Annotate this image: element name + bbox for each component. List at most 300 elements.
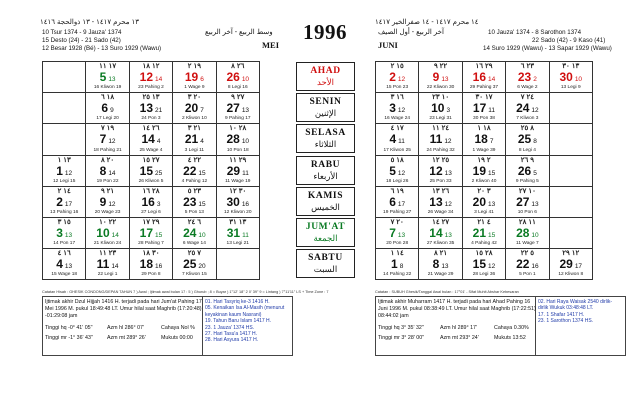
hijri-date: ٣٠ ١٨ [142,250,160,258]
javanese-date: 8 Legi 16 [227,85,248,91]
javanese-date: 20 Wage 23 [94,209,121,215]
day-number-main: 3 [56,225,63,240]
javanese-date: 23 Legi 31 [429,116,452,122]
event-item: 23. 1 Sarothon 1374 HS. [538,318,594,325]
event-item: 17. 1 Shafar 1417 H. [538,311,585,318]
day-number-small: 11 [398,138,405,146]
right-ijtimak-line: 08:44:02 jam [378,313,409,319]
calendar-day-cell [506,218,549,249]
right-header-line3: 14 Suro 1929 (Wawu) - 13 Sapar 1929 (Wawu) [483,45,612,52]
hijri-date: ١٥ ٢ [390,63,404,70]
day-number-small: 3 [446,107,451,115]
javanese-date: 13 Legi 21 [226,241,249,247]
weekday-label [296,62,355,91]
weekday-label [296,93,355,122]
day-number-small: 15 [198,200,206,208]
hijri-date: ٢١ ٩ [100,187,115,195]
left-month-title: MEI [262,40,279,50]
day-number [506,196,548,211]
hijri-date: ١٨ ٥ [390,156,404,164]
javanese-date: 11 Wage 7 [516,241,539,247]
hijri-date: ١٢ ٢٩ [562,250,580,258]
weekday-arabic: الأربعاء [313,170,338,181]
day-number [419,165,461,180]
day-number-small: 13 [241,107,250,115]
javanese-date: 23 Pahing 2 [138,85,164,91]
right-hijri-header: ١٤ محرم ١٤١٧ - ١٤ صفرالخير ١٤١٧ [375,19,479,26]
weekday-arabic: السبت [313,264,338,275]
day-number-main: 29 [226,163,241,178]
day-number [217,133,259,148]
left-header-line1: 10 Tsur 1374 - 9 Jauza' 1374 [42,29,122,36]
day-number [376,71,418,86]
day-number-main: 24 [516,101,530,116]
hijri-date: ٢٤ ١١ [432,125,450,133]
weekday-latin: RABU [310,159,341,170]
hijri-date: ١٥ ٣ [57,218,71,226]
left-tinggi-a: Tinggi hq -0° 41' 05" [45,325,93,331]
day-number-small: 10 [531,231,539,239]
day-number-small: 14 [108,169,116,177]
day-number-main: 16 [141,194,155,209]
javanese-date: 13 Pahing 16 [50,209,79,215]
day-number-small: 17 [574,263,583,271]
day-number [506,102,548,117]
hijri-date: ٢٩ ١٦ [475,63,493,70]
day-number [43,165,85,180]
weekday-arabic: الخميس [311,201,340,212]
right-ijtimak-line: Ijtimak akhir Muharram 1417 H. terjadi pada hari Ahad Pahing 16 [378,299,531,305]
javanese-date: 15 Wage 18 [51,272,78,278]
day-number-small: 12 [488,263,496,271]
weekday-latin: KAMIS [307,190,344,201]
day-number [217,196,259,211]
day-number-main: 14 [141,132,155,147]
calendar-day-cell [86,124,129,155]
weekday-latin: SELASA [305,128,346,139]
javanese-date: 24 Pahing 32 [426,147,455,153]
calendar-day-cell [463,187,506,218]
left-javanese-header-ar: وسط الربيع - آخر الربيع [205,29,273,36]
hijri-date: ١٧ ١١ [99,63,117,70]
day-number [506,165,548,180]
day-number-main: 24 [183,225,197,240]
right-month-title: JUNI [378,40,398,50]
hijri-date: ٢٤ ٧ [520,94,534,102]
calendar-day-cell [506,93,549,124]
day-number-small: 12 [531,107,539,115]
calendar-day-cell [419,187,462,218]
hijri-date: ٢٩ ١١ [229,156,247,164]
day-number-main: 27 [226,101,240,116]
event-item: keyakinan kaum Nasrani) [205,311,262,318]
day-number-small: 14 [111,231,119,239]
hijri-date: ٢٣ ٥ [187,187,201,195]
calendar-day-cell [130,249,173,280]
calendar-day-cell [173,93,216,124]
hijri-date: ٢٧ ١٤ [432,218,450,226]
right-events-box [536,296,626,356]
javanese-date: 28 Pahing 7 [138,241,164,247]
day-number-main: 30 [559,70,573,84]
calendar-day-cell [463,124,506,155]
day-number [43,71,85,86]
right-javanese-header-ar: آخر الربيع - أول الصيف [378,29,444,36]
day-number-small: 13 [444,169,452,177]
day-number [217,102,259,117]
calendar-day-cell [376,62,419,93]
day-number-small: 12 [444,200,452,208]
javanese-date: 19 Pon 22 [96,178,119,184]
weekday-latin: JUM'AT [305,222,346,232]
day-number-main: 13 [139,101,154,116]
calendar-day-cell [217,93,260,124]
calendar-day-cell [130,187,173,218]
javanese-date: 3 Legi 11 [184,147,205,153]
day-number-main: 28 [226,132,240,147]
javanese-date: 1 Wage 9 [184,85,205,91]
hijri-date: ٢٢ ٩ [433,63,448,70]
day-number [173,133,215,148]
day-number-small: 10 [241,76,250,83]
javanese-date: 25 Wage 4 [139,147,163,153]
day-number-small: 13 [397,231,406,239]
hijri-date: ٢٩ ١٧ [142,218,160,226]
day-number-small: 14 [155,76,163,83]
javanese-date: 4 Pahing 12 [181,178,208,184]
day-number [376,196,418,211]
day-number-small: 15 [488,169,496,177]
javanese-date: 7 Kliwon 3 [516,116,539,122]
javanese-date: 20 Pon 28 [386,241,409,247]
day-number-small: 14 [488,76,496,83]
weekday-latin: AHAD [310,66,341,76]
calendar-day-cell [130,62,173,93]
calendar-day-cell [130,156,173,187]
day-number [506,71,548,86]
day-number [86,165,128,180]
day-number [173,258,215,273]
day-number [376,102,418,117]
calendar-day-cell [463,249,506,280]
hijri-date: ١٨ ٦ [100,94,115,102]
left-tinggi-c: Mukuts 00:00 [161,335,193,341]
javanese-date: 21 Kliwon 24 [93,241,122,247]
hijri-date: ٢٥ ١٢ [432,156,450,164]
javanese-date: 26 Kliwon 5 [138,178,164,184]
hijri-date: ٢٦ ١٤ [142,125,160,133]
day-number-main: 31 [226,225,241,240]
right-header-line1: 10 Jauza' 1374 - 8 Sarothon 1374 [488,29,582,36]
event-item: 01. Hari Tasyriq ke-3 1416 H. [205,299,270,305]
event-item: 23. 1 Jauza' 1374 HS. [205,324,255,331]
hijri-date: ٣ ٢٠ [477,187,491,195]
hijri-date: ٢ ١٩ [477,156,491,164]
day-number-small: 12 [397,76,406,83]
event-item: 05. Kenaikan Isa Al-Masih (menurut [205,305,285,312]
javanese-date: 12 Kliwon 8 [558,272,584,278]
calendar-day-cell [43,62,86,93]
day-number-main: 22 [516,257,530,272]
hijri-date: ١٣ ١ [57,156,71,164]
calendar-day-cell [217,156,260,187]
day-number-main: 30 [226,194,240,209]
javanese-date: 26 Wage 34 [427,209,454,215]
day-number-small: 13 [64,263,73,271]
javanese-date: 4 Pahing 42 [471,241,497,247]
hijri-date: ٩ ٢٦ [520,156,534,164]
hijri-date: ٢٨ ١٠ [229,125,247,133]
day-number-main: 23 [517,70,532,84]
day-number [463,102,505,117]
day-number-small: 8 [399,263,404,271]
day-number-small: 5 [533,169,537,177]
javanese-date: 2 Kliwon 10 [181,116,207,122]
day-number [86,196,128,211]
hijri-date: ١٨ ١ [477,125,491,133]
javanese-date: 12 Legi 15 [52,178,76,184]
day-number-main: 21 [472,225,487,240]
day-number-small: 15 [488,231,496,239]
calendar-day-cell [173,156,216,187]
right-footnote: Catatan : SUBUH Ghesik/Tanggal Awal bulan : 17°01' - Sifat Muhit Abshar Kebesaran [375,290,519,294]
javanese-date: 6 Wage 2 [517,85,538,91]
right-tinggi-a: Tinggi hq 3° 35' 32" [378,325,424,331]
day-number-small: 16 [155,263,163,271]
calendar-day-cell [550,93,593,124]
javanese-date: 3 Legi 41 [474,209,494,215]
javanese-date: 5 Pon 13 [184,209,204,215]
hijri-date: ١٦ ٤ [57,250,71,258]
day-number-small: 17 [64,200,73,208]
hijri-date: ٢٠ ٨ [100,156,115,164]
day-number-main: 2 [389,70,396,84]
day-number [130,196,172,211]
calendar-day-cell [217,218,260,249]
day-number-small: 6 [200,76,204,83]
hijri-date: ١٦ ٣ [390,94,404,102]
javanese-date: 7 Kliwon 15 [181,272,207,278]
day-number-main: 14 [429,225,443,240]
javanese-date: 22 Kliwon 30 [426,85,455,91]
day-number [419,227,461,242]
day-number-small: 7 [489,138,494,146]
day-number [463,133,505,148]
day-number [43,258,85,273]
day-number [217,258,259,273]
day-number-small: 10 [241,138,250,146]
day-number-main: 22 [183,163,197,178]
javanese-date: 10 Pon 6 [517,209,537,215]
event-item: 27. Hari Tasu'a 1417 H. [205,331,258,338]
calendar-day-cell [217,249,260,280]
calendar-day-cell [463,62,506,93]
calendar-day-cell [506,187,549,218]
calendar-day-cell [130,93,173,124]
calendar-day-cell [550,62,593,93]
weekday-arabic: الأحد [317,77,334,87]
hijri-date: ٢٦ ٨ [231,63,245,70]
calendar-day-cell [419,218,462,249]
day-number [550,258,592,273]
day-number-small: 15 [198,169,206,177]
day-number-small: 21 [155,107,163,115]
weekday-arabic: الجمعة [313,233,338,243]
javanese-date: 10 Pon 18 [226,147,249,153]
day-number [463,71,505,86]
day-number [43,196,85,211]
calendar-day-cell [376,249,419,280]
hijri-date: ٢٣ ١١ [99,250,117,258]
day-number-main: 2 [56,194,63,209]
day-number-main: 13 [429,194,443,209]
event-item: dirlik Wukuk 03:48:48 LT. [538,305,594,312]
hijri-date: ١١ ٢٨ [518,218,536,226]
day-number [376,165,418,180]
day-number-small: 13 [441,76,449,83]
calendar-day-cell [506,249,549,280]
javanese-date: 27 Legi 6 [141,209,161,215]
day-number-main: 15 [139,163,154,178]
day-number-small: 2 [533,76,537,83]
calendar-day-cell [550,218,593,249]
hijri-date: ١٠ ٢٧ [518,187,536,195]
day-number [43,227,85,242]
day-number [506,258,548,273]
day-number [550,227,592,242]
javanese-date: 17 Kliwon 25 [383,147,411,153]
left-footnote: Catatan Hisab : GHESIK CONDONG/DEPAN TAHUN 7 ) Awal ; Ijtimak awal bulan 17 : 5 ) Ghurub ; 8 = Buyar ) 1°12' 18" 2 0' 39" 9 = Lintang ) 7°11'11" LS + Time Zone : 7 [42,290,329,294]
day-number [86,133,128,148]
hijri-date: ٧ ٢٥ [187,250,201,258]
hijri-date: ٦ ٢٤ [187,218,201,226]
calendar-day-cell [173,62,216,93]
day-number-small: 13 [531,200,539,208]
hijri-date: ٢١ ٣ [187,125,201,133]
javanese-date: 9 Pahing 17 [224,116,251,122]
day-number-main: 19 [472,163,487,178]
day-number [419,71,461,86]
javanese-date: 9 Pahing 5 [515,178,539,184]
day-number-small: 11 [242,231,249,239]
weekday-label [296,124,355,153]
calendar-day-cell [43,187,86,218]
hijri-date: ١٣ ٣١ [229,218,247,226]
javanese-date: 30 Pon 38 [473,116,495,122]
calendar-day-cell [376,187,419,218]
calendar-day-cell [376,156,419,187]
hijri-date: ٨ ٢٥ [520,125,534,133]
day-number-main: 21 [184,132,199,147]
weekday-latin: SABTU [308,253,343,264]
left-tinggi-b: Azm mt 289° 26' [107,335,146,341]
day-number-small: 13 [488,200,496,208]
right-tinggi-c: Mukuts 13:52 [494,335,526,341]
event-item: 19. Tahun Baru Islam 1417 H. [205,318,272,325]
weekday-label [296,156,355,185]
day-number [217,71,259,86]
hijri-date: ٢٠ ٧ [390,218,404,226]
day-number [130,71,172,86]
calendar-day-cell [217,62,260,93]
day-number [43,102,85,117]
javanese-date: 18 Legi 26 [385,178,409,184]
hijri-date: ١٧ ٤ [390,125,404,133]
hijri-date: ٥ ٢٢ [520,250,534,258]
javanese-date: 12 Kliwon 20 [224,209,252,215]
javanese-date: 2 Kliwon 40 [471,178,497,184]
calendar-day-cell [86,156,129,187]
day-number-small: 8 [533,138,537,146]
day-number-main: 17 [139,225,154,240]
day-number [419,196,461,211]
day-number [550,165,592,180]
hijri-date: ١٠ ٢٣ [432,94,450,102]
javanese-date: 25 Pon 33 [429,178,452,184]
javanese-date: 16 Kliwon 19 [93,85,122,91]
calendar-day-cell [173,249,216,280]
day-number [173,102,215,117]
day-number-small: 12 [108,138,116,146]
day-number-main: 20 [472,194,487,209]
day-number [550,133,592,148]
weekday-arabic: الثلاثاء [314,139,337,150]
weekday-label [296,187,355,216]
day-number [130,102,172,117]
calendar-day-cell [43,156,86,187]
calendar-day-cell [419,156,462,187]
day-number-main: 25 [183,257,197,272]
calendar-day-cell [550,249,593,280]
javanese-date: 15 Pon 23 [386,85,409,91]
day-number [130,227,172,242]
calendar-day-cell [217,124,260,155]
weekday-label [296,218,355,247]
day-number [86,227,128,242]
day-number [419,133,461,148]
weekday-arabic: الإثنين [314,108,337,119]
calendar-day-cell [43,93,86,124]
javanese-date: 21 Wage 29 [427,272,454,278]
javanese-date: 14 Pon 17 [53,241,76,247]
calendar-day-cell [506,124,549,155]
day-number [173,165,215,180]
hijri-date: ٢٧ ٩ [231,94,245,102]
calendar-day-cell [376,124,419,155]
calendar-day-cell [419,249,462,280]
calendar-day-cell [217,187,260,218]
day-number [217,227,259,242]
right-info-box [375,296,536,356]
calendar-day-cell [550,187,593,218]
javanese-date: 18 Pahing 21 [93,147,122,153]
calendar-day-cell [173,187,216,218]
day-number-main: 8 [99,163,107,178]
day-number [173,71,215,86]
day-number-small: 4 [200,138,204,146]
javanese-date: 1 Wage 39 [472,147,496,153]
day-number-main: 25 [517,132,532,147]
left-info-box [42,296,203,356]
day-number-small: 12 [108,200,116,208]
day-number-main: 23 [183,194,197,209]
calendar-day-cell [419,62,462,93]
day-number [463,165,505,180]
day-number-main: 26 [226,70,240,84]
day-number-small: 14 [111,263,119,271]
hijri-date: ٢٨ ١٥ [475,250,493,258]
calendar-day-cell [86,187,129,218]
